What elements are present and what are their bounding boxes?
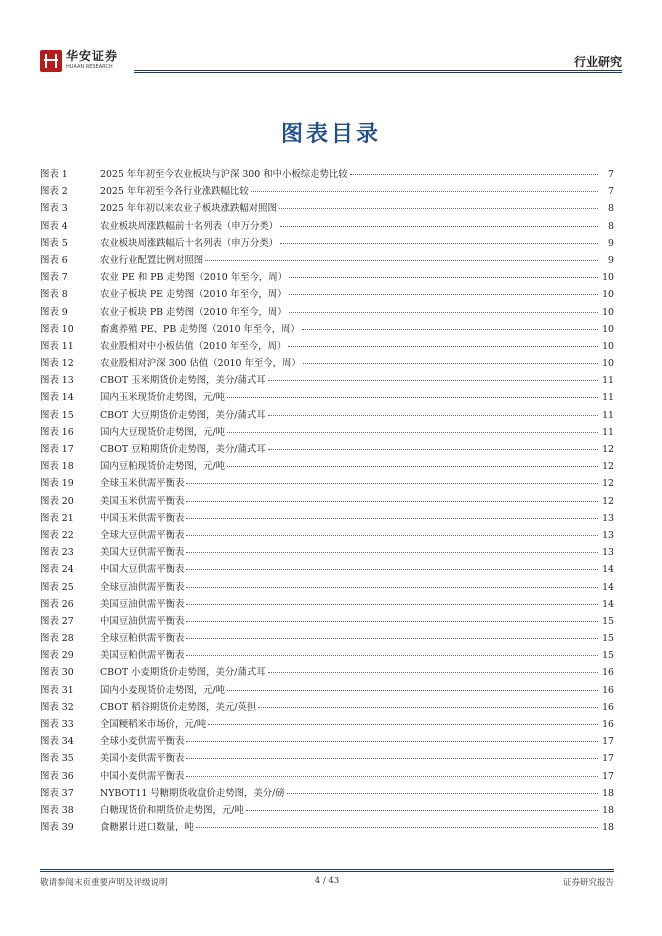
toc-entry-label: 图表 20 <box>40 495 74 507</box>
header-divider <box>134 70 622 71</box>
section-label: 行业研究 <box>573 55 622 69</box>
toc-entry-page: 11 <box>602 426 614 438</box>
toc-entry[interactable] <box>40 475 614 492</box>
toc-entry-title: CBOT 豆粕期货价走势图，美分/蒲式耳 <box>100 444 266 455</box>
toc-dot-leader <box>186 741 598 742</box>
toc-entry-title: 全球豆油供需平衡表 <box>100 581 185 593</box>
toc-entry[interactable] <box>40 561 614 578</box>
toc-entry-page: 15 <box>602 650 614 662</box>
toc-entry-label: 图表 10 <box>40 323 74 335</box>
toc-dot-leader <box>288 346 598 347</box>
toc-dot-leader <box>289 294 598 295</box>
toc-dot-leader <box>196 827 598 828</box>
toc-dot-leader <box>186 655 598 656</box>
toc-entry-label: 图表 30 <box>40 667 74 679</box>
toc-entry-title: 农业股相对沪深 300 估值（2010 年至今，周） <box>100 358 301 370</box>
toc-entry-label: 图表 9 <box>40 306 68 318</box>
toc-dot-leader <box>208 724 598 725</box>
toc-entry-title: 中国大豆供需平衡表 <box>100 564 185 576</box>
toc-entry-page: 11 <box>602 409 614 421</box>
header-divider-secondary <box>134 72 622 73</box>
toc-dot-leader <box>350 174 598 175</box>
toc-entry-page: 12 <box>602 461 614 473</box>
toc-entry-page: 12 <box>602 478 614 490</box>
page-footer <box>40 876 614 888</box>
toc-entry-page: 16 <box>602 684 614 696</box>
toc-entry-page: 8 <box>608 203 614 215</box>
toc-entry[interactable] <box>40 630 614 647</box>
toc-entry-title: 农业 PE 和 PB 走势图（2010 年至今，周） <box>100 272 287 284</box>
toc-entry[interactable] <box>40 510 614 527</box>
toc-entry-label: 图表 13 <box>40 375 74 387</box>
toc-entry-label: 图表 35 <box>40 753 74 765</box>
toc-entry-label: 图表 34 <box>40 736 74 748</box>
toc-entry-page: 11 <box>602 392 614 404</box>
toc-entry-title: 农业板块周涨跌幅前十名列表（申万分类） <box>100 220 279 232</box>
toc-entry-title: 全球大豆供需平衡表 <box>100 529 185 541</box>
toc-entry-title: CBOT 大豆期货价走势图，美分/蒲式耳 <box>100 409 266 421</box>
toc-dot-leader <box>303 363 598 364</box>
toc-entry-page: 12 <box>602 495 614 507</box>
toc-dot-leader <box>251 191 598 192</box>
toc-entry-page: 16 <box>602 719 614 730</box>
toc-entry-title: 中国玉米供需平衡表 <box>100 512 185 524</box>
toc-entry[interactable] <box>40 647 614 664</box>
toc-entry-page: 7 <box>608 186 614 198</box>
toc-entry-label: 图表 19 <box>40 478 74 490</box>
toc-dot-leader <box>186 483 598 484</box>
toc-entry-label: 图表 3 <box>40 203 68 215</box>
toc-entry[interactable] <box>40 802 614 819</box>
toc-entry-label: 图表 16 <box>40 426 74 438</box>
toc-entry[interactable] <box>40 269 614 286</box>
toc-entry[interactable] <box>40 355 614 372</box>
toc-entry-label: 图表 18 <box>40 461 74 473</box>
toc-entry-label: 图表 21 <box>40 512 74 524</box>
toc-entry[interactable] <box>40 716 614 733</box>
toc-entry-label: 图表 28 <box>40 633 74 645</box>
toc-dot-leader <box>186 758 598 759</box>
toc-entry[interactable] <box>40 819 614 836</box>
toc-entry-page: 13 <box>602 512 614 524</box>
toc-entry-label: 图表 12 <box>40 358 74 370</box>
toc-entry-page: 15 <box>602 633 614 645</box>
toc-entry-page: 10 <box>602 323 614 335</box>
toc-entry-page: 10 <box>602 272 614 284</box>
toc-entry-label: 图表 22 <box>40 529 74 541</box>
toc-entry[interactable] <box>40 750 614 767</box>
toc-entry-page: 18 <box>602 804 614 816</box>
toc-entry-label: 图表 27 <box>40 615 74 627</box>
toc-entry-page: 18 <box>602 822 614 834</box>
toc-dot-leader <box>268 449 598 450</box>
toc-entry-page: 12 <box>602 444 614 455</box>
toc-entry[interactable] <box>40 441 614 458</box>
toc-dot-leader <box>280 243 598 244</box>
toc-entry-title: 农业子板块 PB 走势图（2010 年至今，周） <box>100 306 287 318</box>
toc-entry[interactable] <box>40 579 614 596</box>
toc-entry[interactable] <box>40 252 614 269</box>
toc-entry[interactable] <box>40 286 614 303</box>
toc-entry-title: 国内大豆现货价走势图，元/吨 <box>100 426 226 438</box>
toc-entry-title: 国内小麦现货价走势图，元/吨 <box>100 684 226 696</box>
toc-dot-leader <box>186 776 598 777</box>
toc-dot-leader <box>280 226 598 227</box>
toc-entry[interactable] <box>40 389 614 406</box>
toc-dot-leader <box>279 208 598 209</box>
footer-divider-secondary <box>40 871 614 872</box>
toc-entry-title: 食糖累计进口数量，吨 <box>100 822 194 834</box>
toc-entry-label: 图表 23 <box>40 547 74 559</box>
toc-entry[interactable] <box>40 218 614 235</box>
company-logo <box>40 50 118 72</box>
toc-entry-page: 14 <box>602 581 614 593</box>
toc-entry-label: 图表 15 <box>40 409 74 421</box>
toc-entry-page: 17 <box>602 736 614 748</box>
toc-entry-title: 美国豆粕供需平衡表 <box>100 650 185 662</box>
toc-entry[interactable] <box>40 458 614 475</box>
toc-entry-title: 全国粳稻米市场价，元/吨 <box>100 719 207 730</box>
toc-entry-label: 图表 2 <box>40 186 68 198</box>
toc-entry-title: 美国玉米供需平衡表 <box>100 495 185 507</box>
table-of-figures <box>40 166 614 836</box>
toc-entry[interactable] <box>40 407 614 424</box>
toc-entry[interactable] <box>40 664 614 681</box>
toc-entry[interactable] <box>40 321 614 338</box>
toc-entry-page: 13 <box>602 529 614 541</box>
toc-entry-page: 9 <box>608 237 614 249</box>
toc-entry[interactable] <box>40 785 614 802</box>
toc-entry-label: 图表 4 <box>40 220 68 232</box>
toc-dot-leader <box>246 810 598 811</box>
toc-entry-page: 18 <box>602 787 614 799</box>
page-title: 图表目录 <box>280 121 381 147</box>
toc-entry-title: 畜禽养殖 PE、PB 走势图（2010 年至今，周） <box>100 323 300 335</box>
toc-dot-leader <box>227 690 598 691</box>
toc-entry-title: 2025 年年初至今农业板块与沪深 300 和中小板综走势比较 <box>100 169 348 180</box>
toc-dot-leader <box>227 432 598 433</box>
toc-dot-leader <box>287 793 598 794</box>
toc-entry-label: 图表 26 <box>40 598 74 610</box>
toc-entry-page: 10 <box>602 340 614 352</box>
toc-entry-title: 美国豆油供需平衡表 <box>100 598 185 610</box>
toc-dot-leader <box>227 397 598 398</box>
toc-dot-leader <box>186 518 598 519</box>
toc-dot-leader <box>302 329 598 330</box>
toc-entry-title: 国内豆粕现货价走势图，元/吨 <box>100 461 226 473</box>
toc-entry-title: CBOT 小麦期货价走势图，美分/蒲式耳 <box>100 667 266 679</box>
footer-disclaimer: 敬请参阅末页重要声明及评级说明 <box>40 878 168 888</box>
toc-dot-leader <box>258 707 598 708</box>
toc-entry-page: 16 <box>602 701 614 713</box>
toc-entry-label: 图表 33 <box>40 719 74 730</box>
toc-dot-leader <box>289 312 598 313</box>
toc-dot-leader <box>268 380 598 381</box>
toc-dot-leader <box>205 260 598 261</box>
toc-entry-title: 全球小麦供需平衡表 <box>100 736 185 748</box>
toc-entry-page: 14 <box>602 564 614 576</box>
logo-cn-text: 华安证券 <box>66 49 119 63</box>
toc-entry-title: 中国小麦供需平衡表 <box>100 770 185 782</box>
toc-entry-page: 13 <box>602 547 614 559</box>
toc-entry-page: 17 <box>602 770 614 782</box>
toc-entry[interactable] <box>40 183 614 200</box>
toc-entry-title: 美国大豆供需平衡表 <box>100 547 185 559</box>
toc-entry-label: 图表 29 <box>40 650 74 662</box>
toc-entry-label: 图表 24 <box>40 564 74 576</box>
toc-entry[interactable] <box>40 682 614 699</box>
toc-entry-label: 图表 25 <box>40 581 74 593</box>
toc-entry-label: 图表 11 <box>40 340 74 352</box>
toc-entry-page: 16 <box>602 667 614 679</box>
toc-entry-label: 图表 6 <box>40 254 68 266</box>
toc-dot-leader <box>268 672 598 673</box>
toc-entry[interactable] <box>40 166 614 183</box>
toc-entry-label: 图表 1 <box>40 169 68 180</box>
toc-entry-title: CBOT 稻谷期货价走势图，美元/英担 <box>100 701 257 713</box>
toc-entry-label: 图表 31 <box>40 684 74 696</box>
toc-dot-leader <box>186 552 598 553</box>
footer-report-type: 证券研究报告 <box>562 878 614 888</box>
toc-entry[interactable] <box>40 304 614 321</box>
toc-entry-page: 15 <box>602 615 614 627</box>
toc-dot-leader <box>186 501 598 502</box>
toc-entry-title: 国内玉米现货价走势图，元/吨 <box>100 392 226 404</box>
toc-entry[interactable] <box>40 200 614 217</box>
toc-entry[interactable] <box>40 699 614 716</box>
toc-entry-page: 11 <box>602 375 614 387</box>
toc-entry[interactable] <box>40 527 614 544</box>
toc-dot-leader <box>268 415 598 416</box>
page-number: 4 / 43 <box>314 876 340 886</box>
toc-dot-leader <box>289 277 598 278</box>
toc-entry-label: 图表 37 <box>40 787 74 799</box>
toc-dot-leader <box>186 621 598 622</box>
toc-dot-leader <box>186 638 598 639</box>
toc-dot-leader <box>186 569 598 570</box>
toc-entry-label: 图表 38 <box>40 804 74 816</box>
toc-entry[interactable] <box>40 733 614 750</box>
logo-icon <box>40 50 62 72</box>
toc-entry-label: 图表 32 <box>40 701 74 713</box>
toc-dot-leader <box>186 604 598 605</box>
footer-divider <box>40 869 614 870</box>
toc-entry-title: 白糖现货价和期货价走势图，元/吨 <box>100 804 244 816</box>
toc-entry-label: 图表 14 <box>40 392 74 404</box>
toc-entry[interactable] <box>40 544 614 561</box>
toc-entry-label: 图表 17 <box>40 444 74 455</box>
toc-dot-leader <box>186 587 598 588</box>
toc-entry-title: 农业行业配置比例对照图 <box>100 254 204 266</box>
toc-entry-label: 图表 5 <box>40 237 68 249</box>
toc-entry-title: CBOT 玉米期货价走势图，美分/蒲式耳 <box>100 375 266 387</box>
toc-entry[interactable] <box>40 613 614 630</box>
toc-dot-leader <box>227 466 598 467</box>
toc-entry-page: 8 <box>608 220 614 232</box>
toc-entry-label: 图表 39 <box>40 822 74 834</box>
toc-entry-label: 图表 8 <box>40 289 68 301</box>
toc-entry-title: 农业股相对中小板估值（2010 年至今，周） <box>100 340 287 352</box>
logo-en-text: HUAAN RESEARCH <box>66 64 113 70</box>
toc-entry[interactable] <box>40 768 614 785</box>
toc-entry[interactable] <box>40 596 614 613</box>
toc-entry-page: 10 <box>602 306 614 318</box>
toc-entry-title: 农业子板块 PE 走势图（2010 年至今，周） <box>100 289 287 301</box>
toc-entry[interactable] <box>40 235 614 252</box>
toc-entry-page: 14 <box>602 598 614 610</box>
toc-entry[interactable] <box>40 338 614 355</box>
toc-entry-page: 7 <box>608 169 614 180</box>
toc-entry[interactable] <box>40 424 614 441</box>
toc-entry[interactable] <box>40 493 614 510</box>
toc-entry-page: 10 <box>602 289 614 301</box>
toc-entry-label: 图表 7 <box>40 272 68 284</box>
page-header <box>40 50 622 80</box>
toc-entry-page: 17 <box>602 753 614 765</box>
toc-entry-title: 2025 年年初至今各行业涨跌幅比较 <box>100 186 249 198</box>
toc-entry-title: 美国小麦供需平衡表 <box>100 753 185 765</box>
toc-entry-title: 农业板块周涨跌幅后十名列表（申万分类） <box>100 237 279 249</box>
toc-entry[interactable] <box>40 372 614 389</box>
toc-entry-title: NYBOT11 号糖期货收盘价走势图，美分/磅 <box>100 787 285 799</box>
toc-dot-leader <box>186 535 598 536</box>
toc-entry-title: 全球豆粕供需平衡表 <box>100 633 185 645</box>
toc-entry-page: 10 <box>602 358 614 370</box>
toc-entry-title: 2025 年年初以来农业子板块涨跌幅对照图 <box>100 203 277 215</box>
toc-entry-title: 中国豆油供需平衡表 <box>100 615 185 627</box>
toc-entry-label: 图表 36 <box>40 770 74 782</box>
toc-entry-page: 9 <box>608 254 614 266</box>
toc-entry-title: 全球玉米供需平衡表 <box>100 478 185 490</box>
